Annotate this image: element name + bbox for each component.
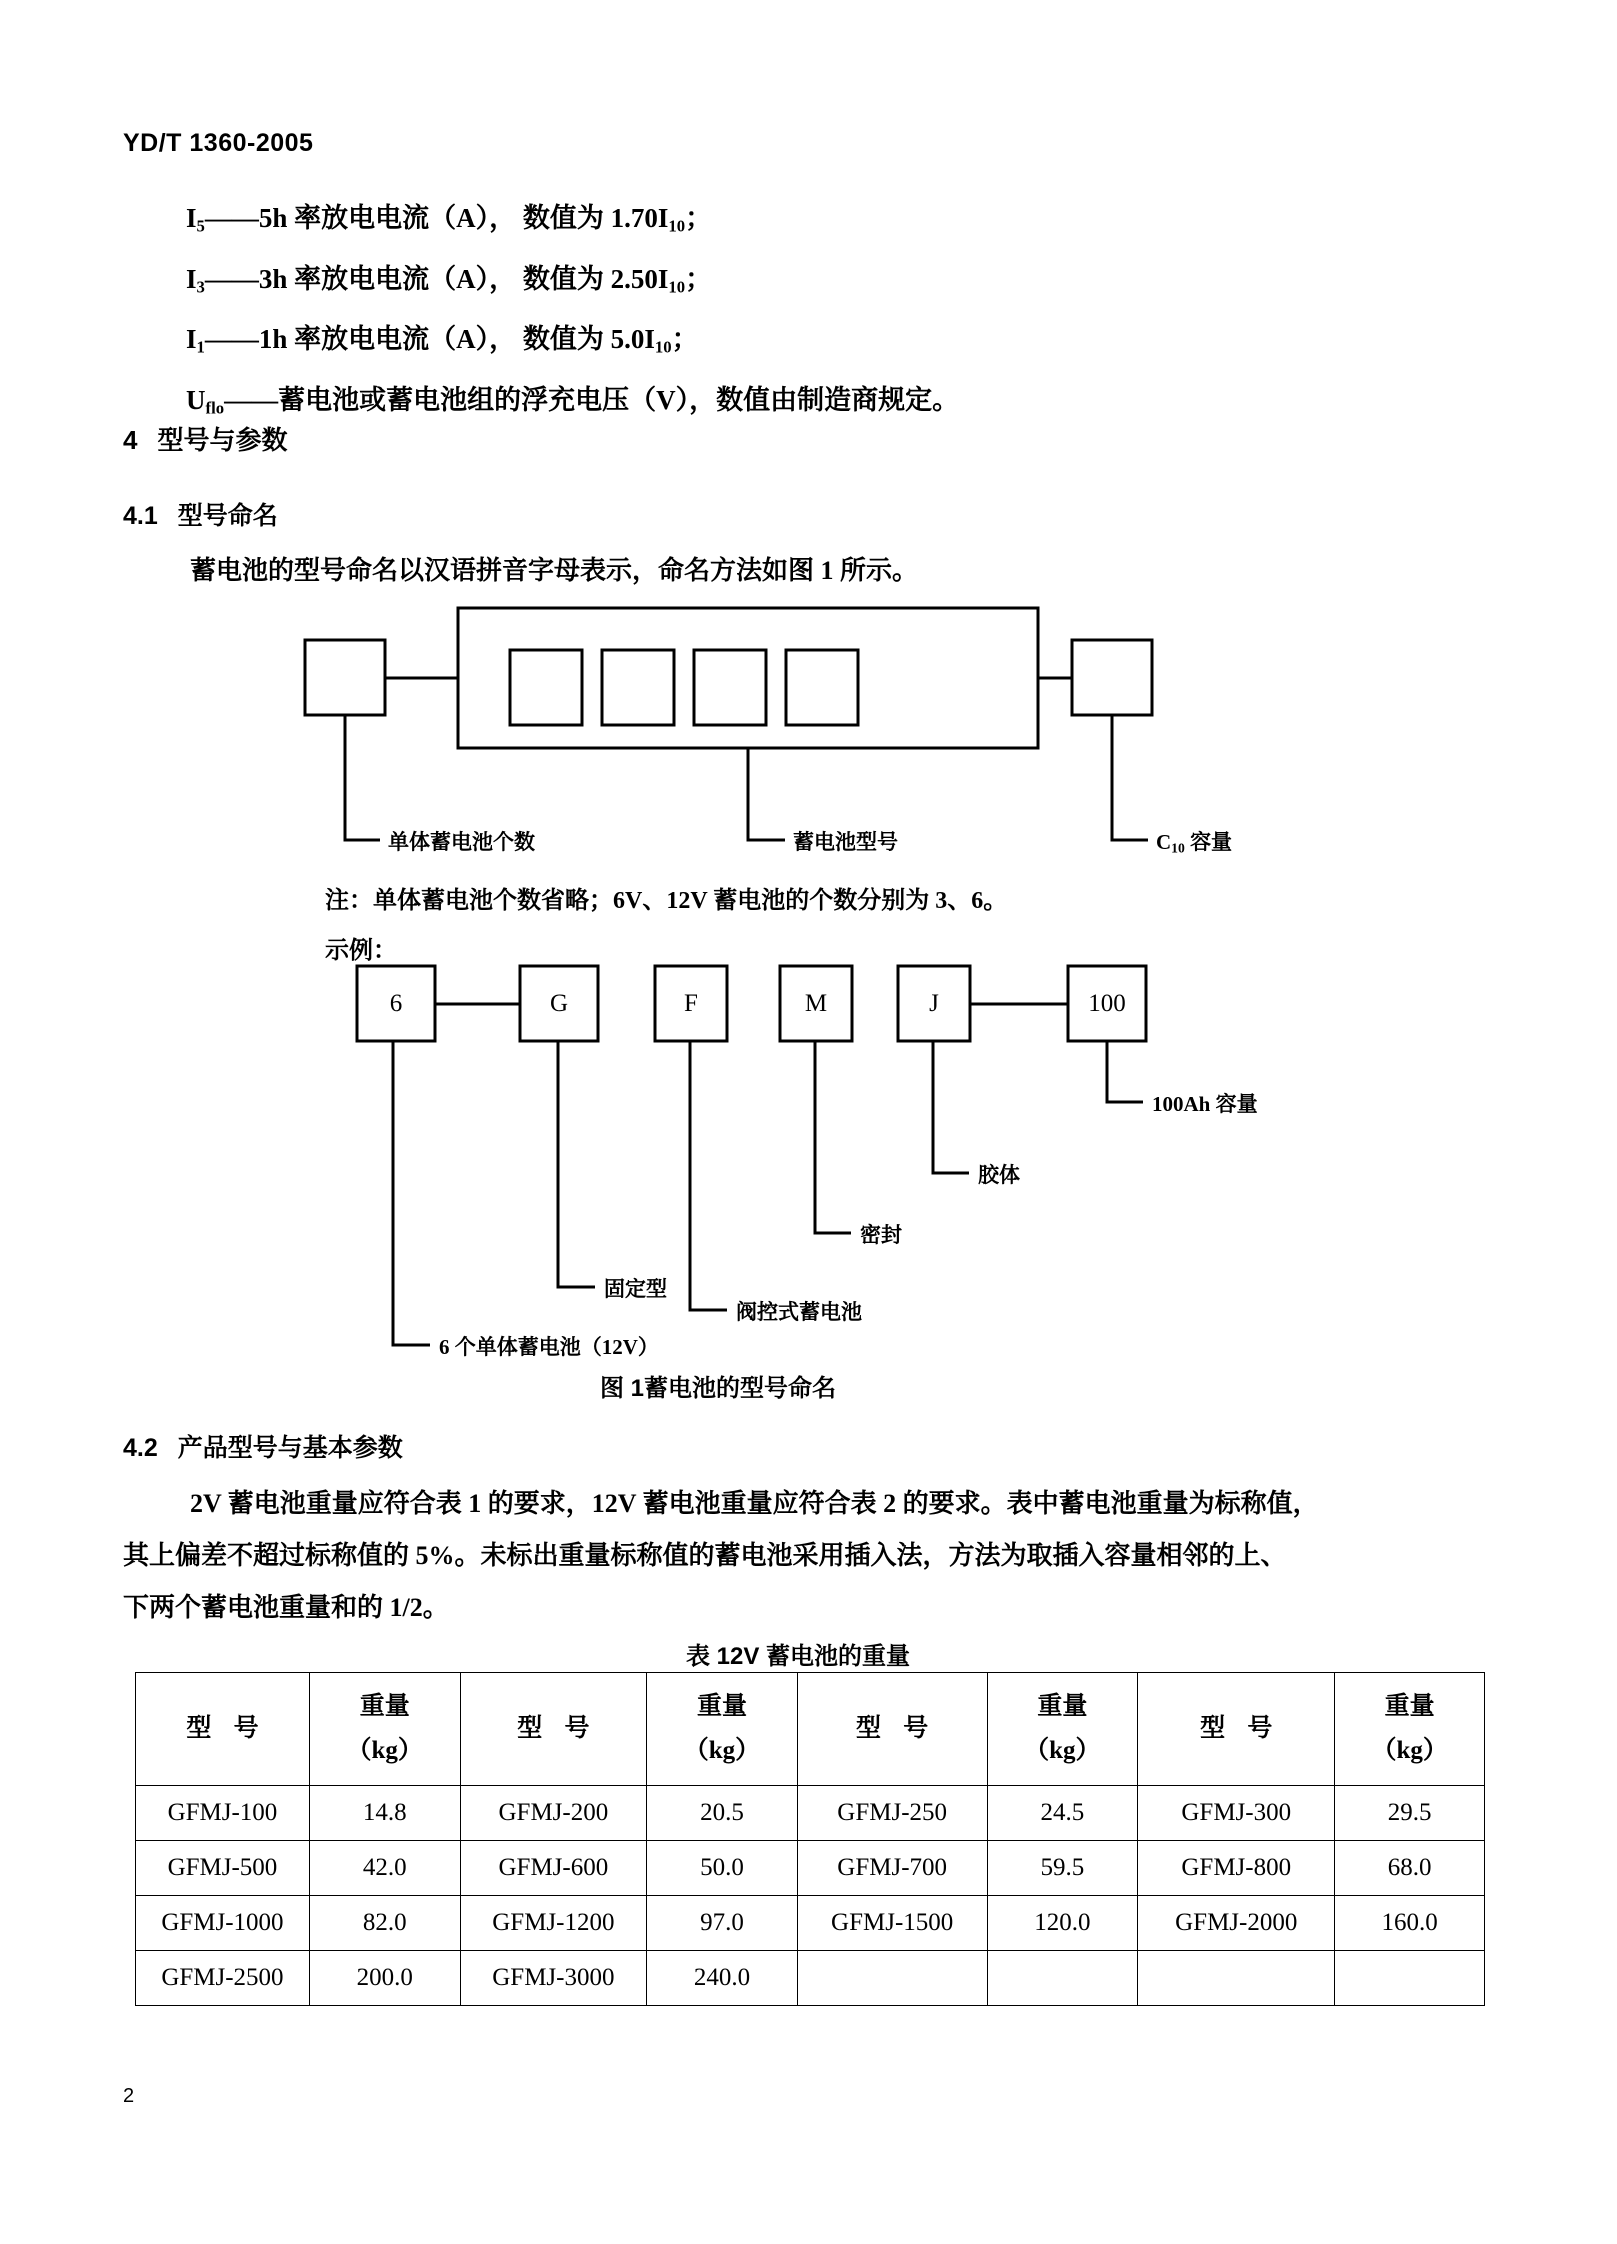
cell-weight: 50.0	[647, 1841, 798, 1896]
heading-number: 4	[123, 425, 138, 455]
symbol-tail-subscript: 10	[668, 277, 686, 297]
example-box-100: 100	[1088, 990, 1126, 1017]
cell-model: GFMJ-3000	[460, 1951, 647, 2006]
cell-weight: 120.0	[987, 1896, 1138, 1951]
symbol-subscript: 1	[196, 338, 205, 358]
table-header-row	[136, 1673, 1485, 1786]
example-label: 示例：	[325, 938, 397, 964]
table-row	[136, 1896, 1485, 1951]
cell-weight: 240.0	[647, 1951, 798, 2006]
cell-weight: 59.5	[987, 1841, 1138, 1896]
cell-model: GFMJ-2500	[136, 1951, 310, 2006]
example-box-f: F	[684, 990, 698, 1017]
symbol-subscript: flo	[205, 398, 225, 418]
symbol-line	[186, 192, 1486, 253]
cell-weight: 20.5	[647, 1786, 798, 1841]
symbol-name: U	[186, 385, 206, 416]
example-box-j: J	[929, 990, 939, 1017]
figure-caption-number: 图 1	[600, 1375, 645, 1402]
example-box-g: G	[549, 990, 569, 1017]
heading-title: 产品型号与基本参数	[177, 1434, 403, 1462]
example-box-m: M	[804, 990, 828, 1017]
header-model-4: 型 号	[1138, 1673, 1335, 1786]
cell-weight: 29.5	[1335, 1786, 1485, 1841]
paragraph-4-2-line-3: 下两个蓄电池重量和的 1/2。	[123, 1593, 449, 1622]
table-caption-number: 表 1	[686, 1643, 731, 1670]
cell-model: GFMJ-2000	[1138, 1896, 1335, 1951]
table-row	[136, 1841, 1485, 1896]
heading-title: 型号与参数	[157, 425, 288, 455]
header-weight-1: 重量 （kg）	[309, 1673, 460, 1786]
header-weight-4: 重量 （kg）	[1335, 1673, 1485, 1786]
example-box-6: 6	[389, 990, 403, 1017]
symbol-tail-subscript: 10	[668, 216, 686, 236]
cell-model: GFMJ-500	[136, 1841, 310, 1896]
heading-section-4-2	[123, 1428, 403, 1464]
paragraph-4-1: 蓄电池的型号命名以汉语拼音字母表示，命名方法如图 1 所示。	[190, 556, 919, 585]
callout-gel: 胶体	[978, 1163, 1020, 1187]
table-row	[136, 1951, 1485, 2006]
page-number: 2	[123, 2085, 135, 2107]
cell-model: GFMJ-700	[797, 1841, 987, 1896]
heading-number: 4.2	[123, 1434, 158, 1462]
cell-model: GFMJ-300	[1138, 1786, 1335, 1841]
cell-model: GFMJ-1000	[136, 1896, 310, 1951]
schematic-label-cell-count: 单体蓄电池个数	[388, 830, 535, 854]
symbol-line	[186, 253, 1486, 314]
symbol-name: I	[186, 203, 197, 233]
header-model-3: 型 号	[797, 1673, 987, 1786]
table-caption-text: 2V 蓄电池的重量	[730, 1643, 911, 1670]
figure-caption-text: 蓄电池的型号命名	[644, 1375, 837, 1402]
running-head: YD/T 1360-2005	[123, 129, 314, 157]
cell-weight: 14.8	[309, 1786, 460, 1841]
table-1-caption	[686, 1636, 910, 1671]
header-model-2: 型 号	[460, 1673, 647, 1786]
cell-weight: 200.0	[309, 1951, 460, 2006]
symbol-definition-list	[186, 192, 1486, 435]
cell-weight-empty	[987, 1951, 1138, 2006]
symbol-tail: ；	[671, 324, 699, 355]
cell-model: GFMJ-800	[1138, 1841, 1335, 1896]
table-row	[136, 1786, 1485, 1841]
heading-number: 4.1	[123, 502, 158, 530]
symbol-name: I	[186, 263, 197, 294]
cell-model: GFMJ-600	[460, 1841, 647, 1896]
callout-100ah-capacity: 100Ah 容量	[1152, 1092, 1258, 1116]
symbol-tail: ；	[685, 203, 713, 233]
table-1-weights	[135, 1672, 1485, 2006]
schematic-label-capacity: $C_{10}$ 容量	[1156, 830, 1233, 856]
heading-section-4-1	[123, 496, 278, 532]
symbol-tail: ；	[685, 263, 713, 294]
figure-note: 注：单体蓄电池个数省略；6V、12V 蓄电池的个数分别为 3、6。	[325, 888, 1008, 914]
callout-stationary: 固定型	[604, 1277, 667, 1301]
cell-weight: 24.5	[987, 1786, 1138, 1841]
callout-six-cells: 6 个单体蓄电池（12V）	[439, 1335, 659, 1359]
cell-model: GFMJ-1200	[460, 1896, 647, 1951]
paragraph-4-2-line-1: 2V 蓄电池重量应符合表 1 的要求，12V 蓄电池重量应符合表 2 的要求。表中蓄电池重量为标称值，	[190, 1489, 1319, 1518]
cell-model-empty	[797, 1951, 987, 2006]
cell-weight: 68.0	[1335, 1841, 1485, 1896]
heading-section-4	[123, 420, 287, 457]
callout-sealed: 密封	[860, 1223, 902, 1247]
cell-weight-empty	[1335, 1951, 1485, 2006]
symbol-text: ——3h 率放电电流（A）， 数值为 2.50I	[204, 263, 669, 294]
symbol-line	[186, 313, 1486, 374]
schematic-label-battery-model: 蓄电池型号	[793, 830, 898, 854]
cell-weight: 97.0	[647, 1896, 798, 1951]
symbol-tail-subscript: 10	[654, 338, 672, 358]
paragraph-4-2-line-2: 其上偏差不超过标称值的 5%。未标出重量标称值的蓄电池采用插入法，方法为取插入容量相邻的上、	[123, 1541, 1287, 1570]
symbol-text: ——5h 率放电电流（A）， 数值为 1.70I	[204, 203, 669, 233]
cell-weight: 160.0	[1335, 1896, 1485, 1951]
symbol-text: ——1h 率放电电流（A）， 数值为 5.0I	[204, 324, 655, 355]
cell-weight: 82.0	[309, 1896, 460, 1951]
header-weight-3: 重量 （kg）	[987, 1673, 1138, 1786]
symbol-line	[186, 374, 1486, 435]
callout-valve-regulated: 阀控式蓄电池	[736, 1300, 862, 1324]
cell-model: GFMJ-100	[136, 1786, 310, 1841]
cell-model: GFMJ-200	[460, 1786, 647, 1841]
symbol-text: ——蓄电池或蓄电池组的浮充电压（V），数值由制造商规定。	[224, 385, 960, 416]
cell-model: GFMJ-250	[797, 1786, 987, 1841]
heading-title: 型号命名	[177, 502, 278, 530]
figure-1-caption	[600, 1368, 836, 1403]
symbol-subscript: 5	[196, 216, 205, 236]
cell-weight: 42.0	[309, 1841, 460, 1896]
header-model-1: 型 号	[136, 1673, 310, 1786]
weights-table	[135, 1672, 1485, 2006]
symbol-name: I	[186, 324, 197, 355]
cell-model: GFMJ-1500	[797, 1896, 987, 1951]
header-weight-2: 重量 （kg）	[647, 1673, 798, 1786]
cell-model-empty	[1138, 1951, 1335, 2006]
symbol-subscript: 3	[196, 277, 205, 297]
